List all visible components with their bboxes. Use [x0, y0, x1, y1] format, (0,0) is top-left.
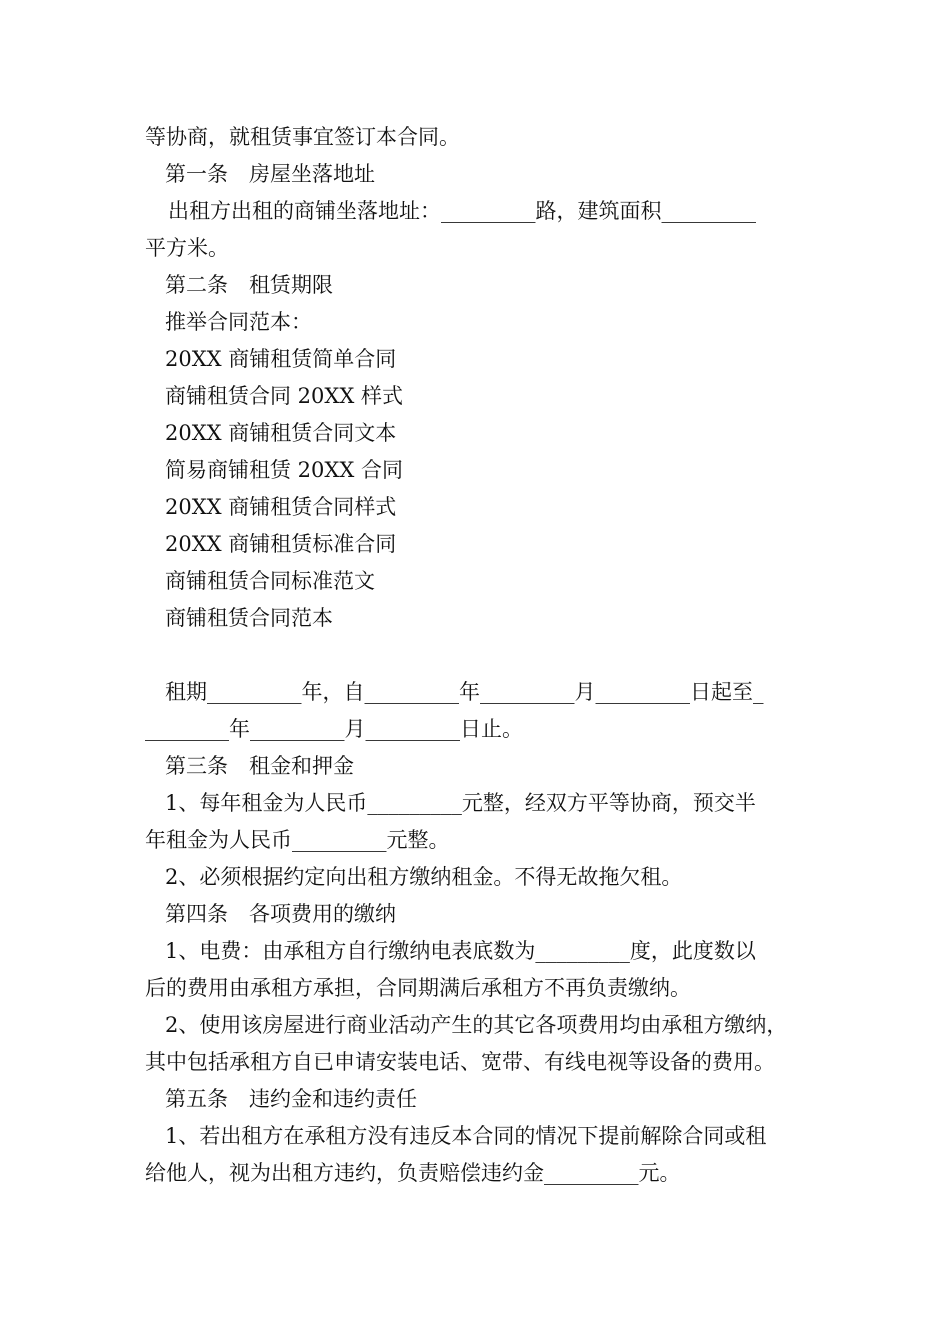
- recommended-template-8: 商铺租赁合同范本: [165, 606, 333, 630]
- text-line-25: 其中包括承租方自已申请安装电话、宽带、有线电视等设备的费用。: [145, 1050, 775, 1074]
- article-4-heading: 第四条 各项费用的缴纳: [165, 902, 396, 926]
- article-3-heading: 第三条 租金和押金: [165, 754, 354, 778]
- article-2-heading: 第二条 租赁期限: [165, 273, 333, 297]
- text-line-22: 1、电费：由承租方自行缴纳电表底数为_________度，此度数以: [165, 939, 756, 963]
- text-line-3: 出租方出租的商铺坐落地址：_________路，建筑面积_________: [168, 199, 756, 223]
- recommended-template-6: 20XX 商铺租赁标准合同: [165, 532, 397, 556]
- text-line-23: 后的费用由承租方承担，合同期满后承租方不再负责缴纳。: [145, 976, 691, 1000]
- article-1-heading: 第一条 房屋坐落地址: [165, 162, 375, 186]
- text-line-1: 等协商，就租赁事宜签订本合同。: [145, 125, 460, 149]
- recommended-template-1: 20XX 商铺租赁简单合同: [165, 347, 397, 371]
- article-5-heading: 第五条 违约金和违约责任: [165, 1087, 417, 1111]
- recommended-template-4: 简易商铺租赁 20XX 合同: [165, 458, 403, 482]
- text-line-18: 1、每年租金为人民币_________元整，经双方平等协商，预交半: [165, 791, 756, 815]
- recommended-template-2: 商铺租赁合同 20XX 样式: [165, 384, 403, 408]
- recommended-template-3: 20XX 商铺租赁合同文本: [165, 421, 397, 445]
- text-line-28: 给他人，视为出租方违约，负责赔偿违约金_________元。: [145, 1161, 681, 1185]
- text-line-4: 平方米。: [145, 236, 229, 260]
- text-line-6: 推举合同范本：: [165, 310, 312, 334]
- recommended-template-5: 20XX 商铺租赁合同样式: [165, 495, 397, 519]
- text-line-20: 2、必须根据约定向出租方缴纳租金。不得无故拖欠租。: [165, 865, 683, 889]
- text-line-27: 1、若出租方在承租方没有违反本合同的情况下提前解除合同或租: [165, 1124, 767, 1148]
- text-line-16: ________年_________月_________日止。: [145, 717, 523, 741]
- text-line-24: 2、使用该房屋进行商业活动产生的其它各项费用均由承租方缴纳，: [165, 1013, 788, 1037]
- text-line-15: 租期_________年，自_________年_________月_________日起至_: [165, 680, 764, 704]
- text-line-19: 年租金为人民币_________元整。: [145, 828, 450, 852]
- recommended-template-7: 商铺租赁合同标准范文: [165, 569, 375, 593]
